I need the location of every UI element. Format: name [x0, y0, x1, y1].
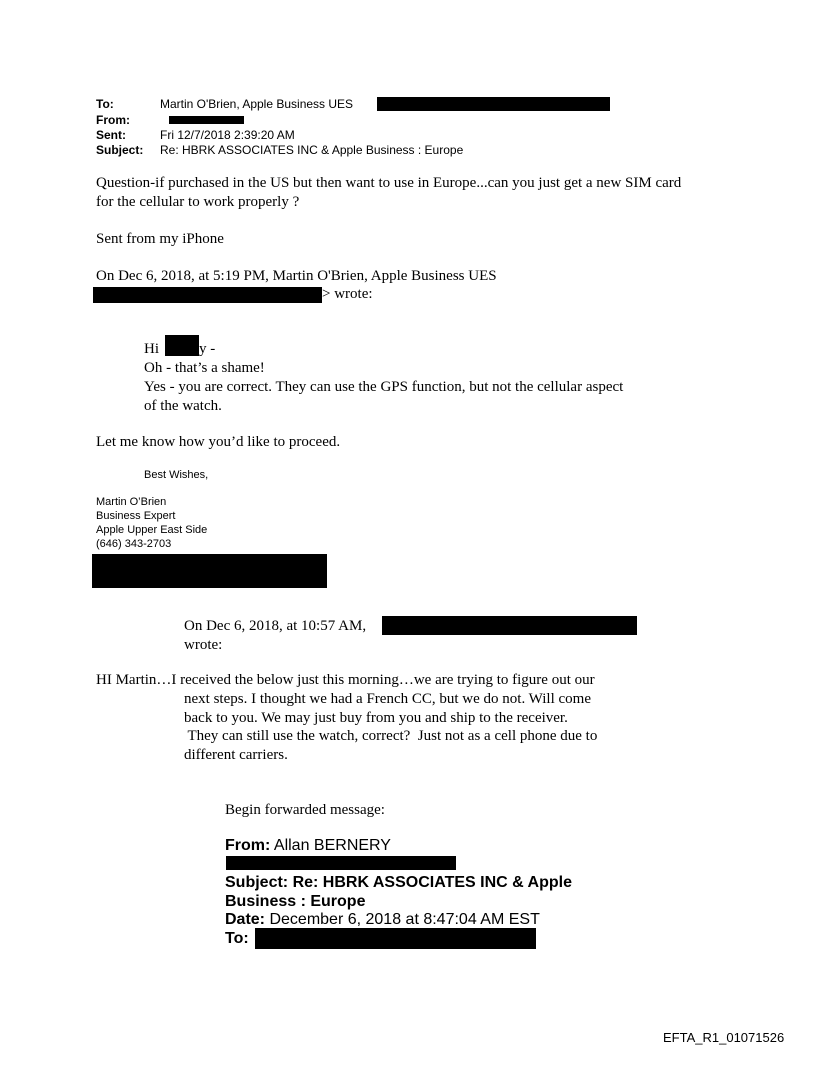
forwarded-to — [225, 929, 249, 948]
to-value: Martin O'Brien, Apple Business UES — [160, 97, 354, 111]
redaction-box — [92, 554, 327, 588]
to-label: To: — [96, 97, 114, 111]
forwarded-subject-cont — [225, 892, 365, 911]
quote-attribution: On Dec 6, 2018, at 10:57 AM, — [184, 618, 367, 634]
forwarded-subject-label: Subject: Re: HBRK ASSOCIATES INC & Apple — [225, 874, 572, 891]
quote-line: of the watch. — [144, 398, 222, 414]
forwarded-date-value: December 6, 2018 at 8:47:04 AM EST — [265, 911, 540, 928]
signature-store: Apple Upper East Side — [96, 524, 208, 536]
quote-line: Let me know how you’d like to proceed. — [96, 434, 341, 450]
quote-attribution-cont: wrote: — [184, 637, 223, 653]
quote-line: different carriers. — [184, 747, 288, 763]
quote-line: Oh - that’s a shame! — [144, 360, 265, 376]
forwarded-intro: Begin forwarded message: — [225, 802, 385, 818]
from-label: From: — [96, 113, 130, 127]
forwarded-date — [225, 910, 540, 929]
redaction-box — [165, 335, 199, 356]
signature-phone: (646) 343-2703 — [96, 538, 172, 550]
redaction-box — [255, 928, 536, 949]
signature-title: Business Expert — [96, 510, 176, 522]
forwarded-to-label: To: — [225, 930, 249, 947]
quote-line: next steps. I thought we had a French CC, but we do not. Will come — [184, 691, 591, 707]
greeting-start: Hi — [144, 341, 159, 357]
forwarded-subject — [225, 873, 572, 892]
quote-line: HI Martin…I received the below just this morning…we are trying to figure out our — [96, 672, 595, 688]
quote-attribution: On Dec 6, 2018, at 5:19 PM, Martin O'Brien, Apple Business UES — [96, 268, 497, 284]
sent-label: Sent: — [96, 128, 126, 142]
document-id: EFTA_R1_01071526 — [663, 1030, 785, 1045]
message-line: for the cellular to work properly ? — [96, 194, 300, 210]
forwarded-from-value: Allan BERNERY — [270, 837, 391, 854]
quote-line: Yes - you are correct. They can use the GPS function, but not the cellular aspect — [144, 379, 624, 395]
quote-attribution-cont: > wrote: — [322, 286, 373, 302]
forwarded-from-label: From: — [225, 837, 271, 854]
redaction-box — [377, 97, 610, 111]
sent-from-iphone: Sent from my iPhone — [96, 231, 224, 247]
redaction-box — [226, 856, 456, 870]
forwarded-date-label: Date: — [225, 911, 266, 928]
redaction-box — [382, 616, 637, 635]
quote-line: They can still use the watch, correct? Just not as a cell phone due to — [184, 728, 598, 744]
redaction-box — [169, 116, 244, 124]
greeting-end: y - — [199, 341, 216, 357]
sent-value: Fri 12/7/2018 2:39:20 AM — [160, 128, 295, 142]
closing: Best Wishes, — [144, 469, 209, 481]
forwarded-subject-cont-text: Business : Europe — [225, 893, 366, 910]
signature-name: Martin O’Brien — [96, 496, 167, 508]
forwarded-from — [225, 836, 391, 855]
subject-value: Re: HBRK ASSOCIATES INC & Apple Business : Europe — [160, 143, 464, 157]
subject-label: Subject: — [96, 143, 144, 157]
redaction-box — [93, 287, 322, 303]
quote-line: back to you. We may just buy from you and ship to the receiver. — [184, 710, 568, 726]
message-line: Question-if purchased in the US but then want to use in Europe...can you just get a new SIM card — [96, 175, 682, 191]
